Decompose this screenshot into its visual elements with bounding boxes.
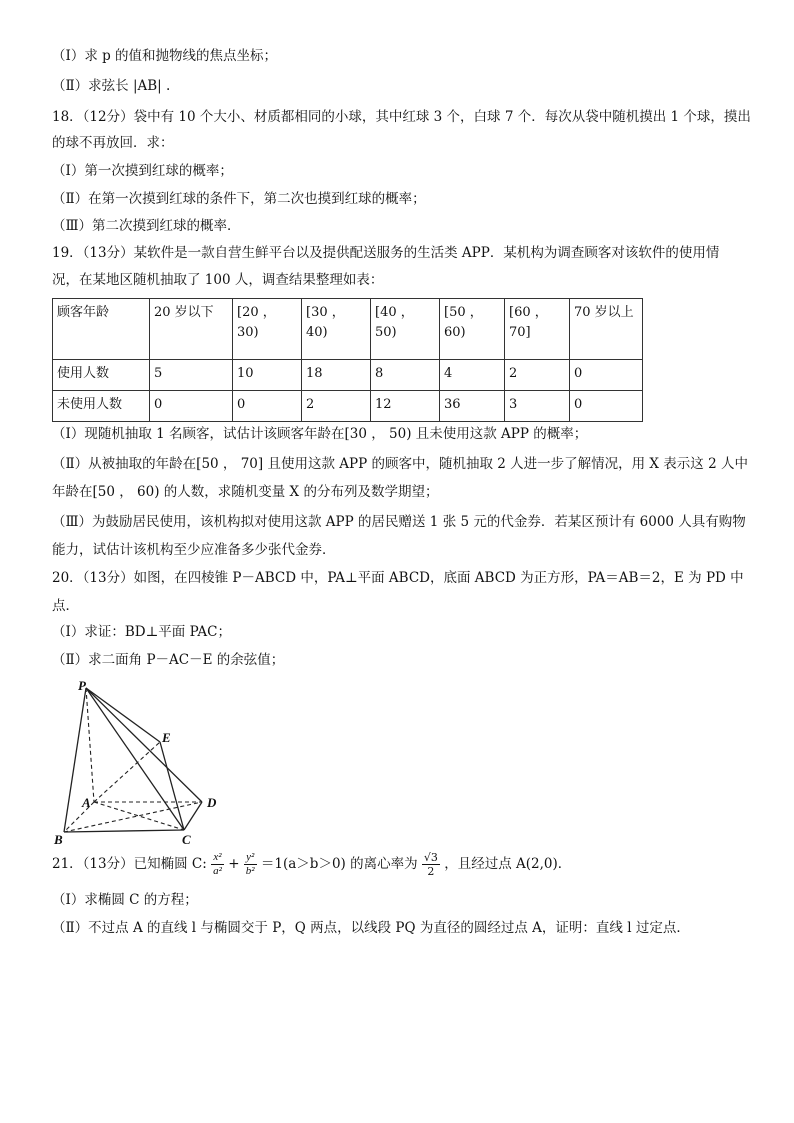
table-cell: 0 <box>150 391 233 422</box>
table-cell: 2 <box>505 360 570 391</box>
table-header-row <box>53 299 643 360</box>
q21-part1: （Ⅰ）求椭圆 C 的方程； <box>52 892 198 908</box>
q19-part2: （Ⅱ）从被抽取的年龄在[50 ， 70] 且使用这款 APP 的顾客中，随机抽取 2 人进一步了解情况，用 X 表示这 2 人中 <box>52 456 748 472</box>
q19-part3-cont: 能力，试估计该机构至少应准备多少张代金券． <box>52 542 336 558</box>
table-cell: [60 ， 70] <box>505 299 570 360</box>
fraction-y: $\frac{\text{y²}}{\text{b²}}$ <box>245 851 255 877</box>
table-cell: 18 <box>302 360 371 391</box>
q19-stem-cont: 况，在某地区随机抽取了 100 人，调查结果整理如表： <box>52 272 384 288</box>
table-cell: [40 ， 50) <box>371 299 440 360</box>
table-cell: 0 <box>570 360 643 391</box>
q17-part1: （Ⅰ）求 p 的值和抛物线的焦点坐标； <box>52 48 278 64</box>
table-cell: [20 ， 30) <box>233 299 302 360</box>
edge-CD <box>184 802 202 830</box>
q18-part1: （Ⅰ）第一次摸到红球的概率； <box>52 163 233 179</box>
table-cell: 2 <box>302 391 371 422</box>
q20-stem-cont: 点． <box>52 598 79 614</box>
label-D: D <box>207 795 217 810</box>
table-cell: 顾客年龄 <box>53 299 150 360</box>
table-cell: 12 <box>371 391 440 422</box>
plus-sign: + <box>228 856 240 872</box>
q18-stem-cont: 的球不再放回．求： <box>52 135 174 151</box>
label-E: E <box>162 730 171 745</box>
table-cell: 10 <box>233 360 302 391</box>
q18-part3: （Ⅲ）第二次摸到红球的概率． <box>52 218 241 234</box>
label-C: C <box>182 832 191 847</box>
edge-PE <box>86 688 160 742</box>
edge-PA <box>86 688 94 802</box>
table-row <box>53 360 643 391</box>
table-cell: [50 ， 60) <box>440 299 505 360</box>
survey-table <box>52 298 643 422</box>
q19-part2-cont: 年龄在[50 ， 60) 的人数，求随机变量 X 的分布列及数学期望； <box>52 484 439 500</box>
q21-middle: ＝1(a＞b＞0) 的离心率为 <box>260 856 418 872</box>
table-cell: [30 ， 40) <box>302 299 371 360</box>
table-cell: 8 <box>371 360 440 391</box>
q20-stem: 20．（13分）如图，在四棱锥 P－ABCD 中，PA⊥平面 ABCD，底面 ABCD 为正方形，PA＝AB＝2，E 为 PD 中 <box>52 570 744 586</box>
pyramid-diagram <box>52 678 232 848</box>
table-cell: 使用人数 <box>53 360 150 391</box>
fraction-x: $\frac{\text{x²}}{\text{a²}}$ <box>213 851 222 877</box>
table-cell: 0 <box>233 391 302 422</box>
table-cell: 36 <box>440 391 505 422</box>
table-cell: 3 <box>505 391 570 422</box>
edge-BC <box>64 830 184 832</box>
edge-AC <box>94 802 184 830</box>
table-cell: 70 岁以上 <box>570 299 643 360</box>
table-cell: 20 岁以下 <box>150 299 233 360</box>
q19-stem: 19．（13分）某软件是一款自营生鲜平台以及提供配送服务的生活类 APP．某机构为调查顾客对该软件的使用情 <box>52 245 720 261</box>
q18-part2: （Ⅱ）在第一次摸到红球的条件下，第二次也摸到红球的概率； <box>52 191 426 207</box>
q21-stem <box>52 846 571 882</box>
table-row <box>53 391 643 422</box>
table-cell: 4 <box>440 360 505 391</box>
table-cell: 未使用人数 <box>53 391 150 422</box>
label-A: A <box>82 795 91 810</box>
q21-suffix: ，且经过点 A(2,0)． <box>444 856 572 872</box>
q20-part2: （Ⅱ）求二面角 P－AC－E 的余弦值； <box>52 652 285 668</box>
label-P: P <box>78 678 86 693</box>
table-cell: 0 <box>570 391 643 422</box>
q21-prefix: 21．（13分）已知椭圆 C: <box>52 856 207 872</box>
q20-part1: （Ⅰ）求证：BD⊥平面 PAC； <box>52 624 231 640</box>
q17-part2: （Ⅱ）求弦长 |AB| . <box>52 78 171 94</box>
edge-PD <box>86 688 202 802</box>
label-B: B <box>54 832 63 847</box>
q19-part3: （Ⅲ）为鼓励居民使用，该机构拟对使用这款 APP 的居民赠送 1 张 5 元的代金券．若某区预计有 6000 人具有购物 <box>52 514 746 530</box>
fraction-eccentricity: $\frac{√3}{2}$ <box>423 851 438 878</box>
q21-part2: （Ⅱ）不过点 A 的直线 l 与椭圆交于 P，Q 两点，以线段 PQ 为直径的圆经过点 A，证明：直线 l 过定点． <box>52 920 690 936</box>
edge-PB <box>64 688 86 832</box>
edge-EC <box>160 742 184 830</box>
q18-stem: 18．（12分）袋中有 10 个大小、材质都相同的小球，其中红球 3 个，白球 7 个．每次从袋中随机摸出 1 个球，摸出 <box>52 109 751 125</box>
q19-part1: （Ⅰ）现随机抽取 1 名顾客，试估计该顾客年龄在[30 ， 50) 且未使用这款 APP 的概率； <box>52 426 588 442</box>
table-cell: 5 <box>150 360 233 391</box>
